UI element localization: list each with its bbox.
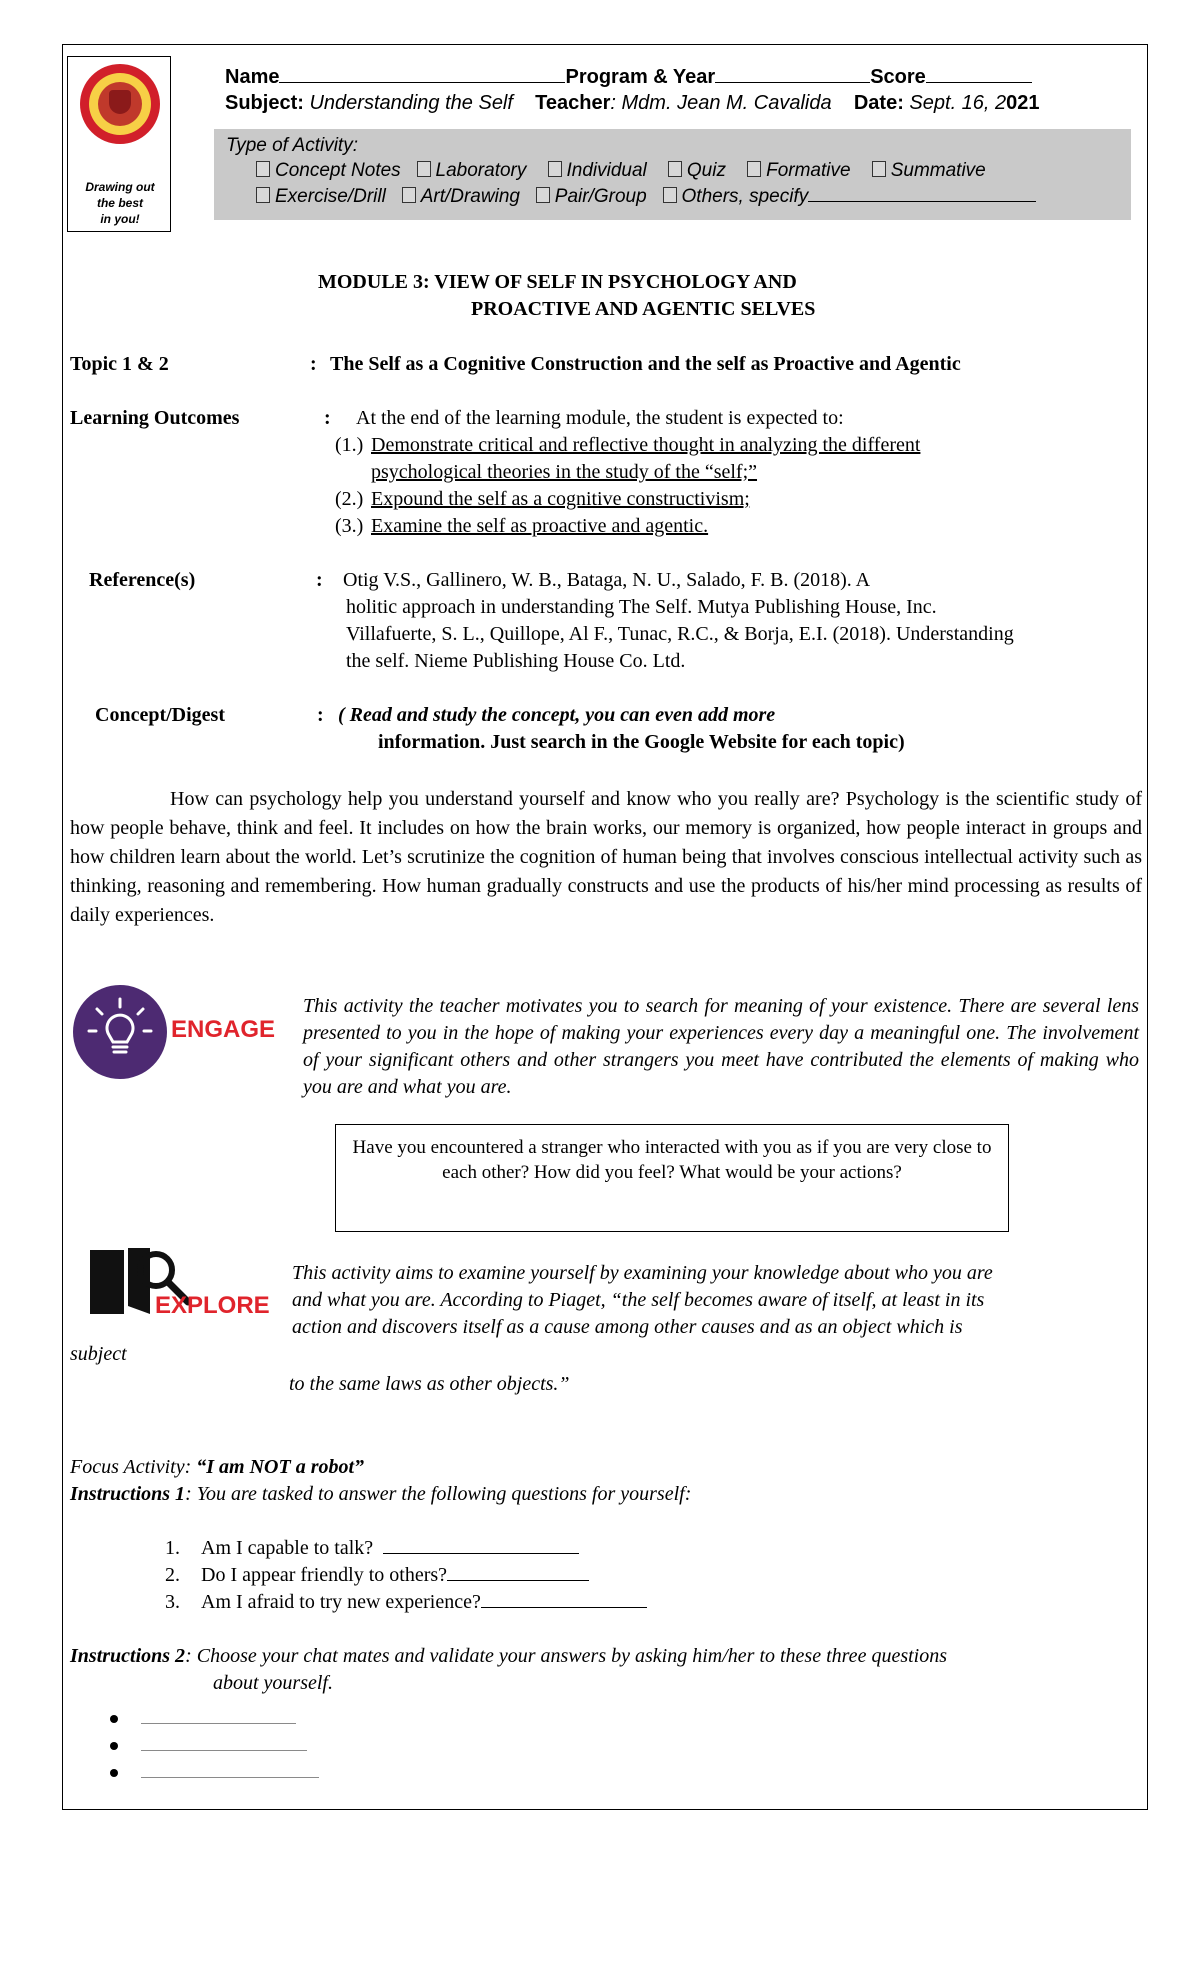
question-3-number: 3. [165,1591,180,1613]
school-motto: Drawing out the best in you! [85,180,155,226]
concept-label: Concept/Digest [95,704,225,726]
outcome-3: Examine the self as proactive and agentic. [371,515,709,537]
name-label: Name [225,66,280,88]
opt-pair-group: Pair/Group [554,186,647,207]
score-label: Score [870,66,926,88]
answer-3-field[interactable] [481,1591,647,1608]
program-field[interactable] [715,64,870,83]
outcomes-intro: At the end of the learning module, the student is expected to: [356,407,844,429]
date-value: Sept. 16, 2 [909,92,1007,114]
module-title-line-1: MODULE 3: VIEW OF SELF IN PSYCHOLOGY AND [318,271,797,293]
engage-lightbulb-icon [73,985,167,1079]
teacher-value: : Mdm. Jean M. Cavalida [610,92,832,114]
checkbox[interactable] [872,161,886,177]
references-label: Reference(s) [89,569,196,591]
engage-question: Have you encountered a stranger who interacted with you as if you are very close to each other? How did you feel? What would be your actions? [352,1137,992,1183]
explore-line-3: action and discovers itself as a cause among other causes and as an object which is [292,1316,963,1338]
question-3: Am I afraid to try new experience? [201,1591,647,1614]
subject-value: Understanding the Self [309,92,513,114]
checkbox[interactable] [536,187,550,203]
topic-label: Topic 1 & 2 [70,353,169,375]
outcomes-colon: : [324,407,331,429]
opt-concept-notes: Concept Notes [275,160,401,181]
instructions-2-line-2: about yourself. [213,1672,333,1694]
outcome-2-number: (2.) [335,488,364,510]
reference-line-4: the self. Nieme Publishing House Co. Ltd. [346,650,686,672]
engage-label: ENGAGE [171,1016,276,1043]
program-label: Program & Year [565,66,716,88]
instructions-1-label: Instructions 1 [70,1483,186,1505]
opt-formative: Formative [766,160,851,181]
references-colon: : [316,569,323,591]
reference-line-3: Villafuerte, S. L., Quillope, Al F., Tunac, R.C., & Borja, E.I. (2018). Understanding [346,623,1014,645]
outcome-1-line-2: psychological theories in the study of the “self;” [371,461,758,483]
instructions-1-text: : You are tasked to answer the following questions for yourself: [185,1483,692,1505]
activity-row-2 [256,186,1036,208]
opt-exercise-drill: Exercise/Drill [275,186,386,207]
question-2-number: 2. [165,1564,180,1586]
outcome-3-number: (3.) [335,515,364,537]
reference-line-2: holitic approach in understanding The Self. Mutya Publishing House, Inc. [346,596,937,618]
outcome-1-line-1: Demonstrate critical and reflective thought in analyzing the different [371,434,921,456]
activity-row-1 [256,160,986,182]
school-logo-box [67,56,171,232]
explore-line-4: subject [70,1343,127,1365]
chatmate-answer-line[interactable] [141,1777,319,1778]
explore-line-5: to the same laws as other objects.” [289,1373,570,1395]
focus-title: “I am NOT a robot” [196,1456,365,1478]
concept-paragraph: How can psychology help you understand yourself and know who you really are? Psychology is the scientific study of how people behave, think and feel. It includes on how the brain works, our memory is organized, how people interact in groups and how children learn about the world. Let’s scrutinize the cognition of human being that involves conscious intellectual activity such as thinking, reasoning and remembering. How human gradually constructs and use the products of his/her mind processing as results of daily experiences. [70,788,1142,926]
outcome-2: Expound the self as a cognitive constructivism; [371,488,750,510]
question-2: Do I appear friendly to others? [201,1564,589,1587]
subject-label: Subject: [225,92,304,114]
instructions-2-label: Instructions 2 [70,1645,186,1667]
activity-type-title: Type of Activity: [226,135,358,156]
outcomes-label: Learning Outcomes [70,407,240,429]
opt-summative: Summative [890,160,986,181]
opt-laboratory: Laboratory [435,160,527,181]
outcome-1-number: (1.) [335,434,364,456]
explore-line-2: and what you are. According to Piaget, “the self becomes aware of itself, at least in its [292,1289,985,1311]
topic-value: The Self as a Cognitive Construction and the self as Proactive and Agentic [330,353,961,375]
concept-instruction-line-2: information. Just search in the Google Website for each topic) [378,731,905,753]
checkbox[interactable] [417,161,431,177]
checkbox[interactable] [663,187,677,203]
opt-quiz: Quiz [686,160,726,181]
reference-line-1: Otig V.S., Gallinero, W. B., Bataga, N. U., Salado, F. B. (2018). A [343,569,871,591]
instructions-1 [70,1483,691,1506]
answer-1-field[interactable] [383,1537,579,1554]
bullet [110,1715,118,1723]
checkbox[interactable] [256,187,270,203]
header-line-1 [225,64,1032,89]
focus-activity [70,1456,364,1479]
name-field[interactable] [279,64,565,83]
chatmate-answer-line[interactable] [141,1723,296,1724]
checkbox[interactable] [747,161,761,177]
school-seal-logo [80,64,160,144]
checkbox[interactable] [402,187,416,203]
activity-type-box [214,129,1131,220]
opt-art-drawing: Art/Drawing [420,186,520,207]
bullet [110,1769,118,1777]
others-specify-field[interactable] [808,187,1036,202]
opt-individual: Individual [566,160,647,181]
checkbox[interactable] [548,161,562,177]
bullet [110,1742,118,1750]
module-title-line-2: PROACTIVE AND AGENTIC SELVES [471,298,816,320]
engage-question-box [335,1124,1009,1232]
instructions-2-text: : Choose your chat mates and validate your answers by asking him/her to these three questions [185,1645,947,1667]
checkbox[interactable] [256,161,270,177]
question-1: Am I capable to talk? [201,1537,579,1560]
teacher-label: Teacher [535,92,611,114]
chatmate-answer-line[interactable] [141,1750,307,1751]
question-1-number: 1. [165,1537,180,1559]
opt-others-specify: Others, specify [681,186,809,207]
engage-text: This activity the teacher motivates you to search for meaning of your existence. There are several lens presented to you in the hope of making your experiences every day a meaningful one. The involvement of your significant others and other strangers you meet have contributed the elements of making who you are and what you are. [303,995,1139,1098]
concept-instruction-line-1: ( Read and study the concept, you can even add more [338,704,776,726]
checkbox[interactable] [668,161,682,177]
topic-colon: : [310,353,317,375]
date-year-tail: 021 [1006,92,1040,114]
concept-colon: : [317,704,324,726]
explore-label: EXPLORE [155,1292,270,1319]
answer-2-field[interactable] [447,1564,589,1581]
instructions-2 [70,1645,947,1668]
header-line-2 [225,92,1040,115]
score-field[interactable] [926,64,1032,83]
date-label: Date: [853,92,904,114]
explore-line-1: This activity aims to examine yourself by examining your knowledge about who you are [292,1262,993,1284]
focus-label: Focus Activity: [70,1456,197,1478]
